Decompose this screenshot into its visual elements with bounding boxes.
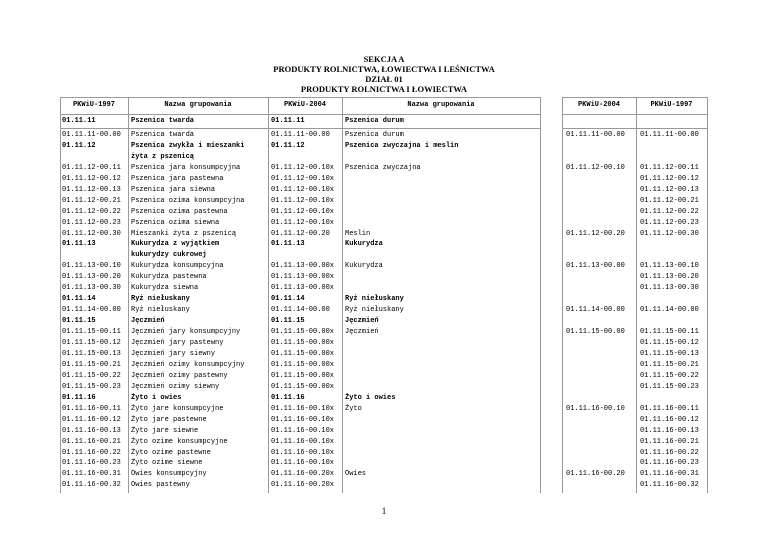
table-cell-c: 01.11.14 — [271, 295, 305, 304]
table-cell-c: 01.11.15-00.00x — [271, 349, 335, 358]
table-cell-d: Kukurydza — [345, 240, 383, 249]
table-cell-b: Kukurydza pastewna — [131, 273, 207, 282]
table-cell-a: 01.11.12-00.22 — [62, 207, 121, 216]
table-cell-a: 01.11.16-00.11 — [62, 404, 121, 413]
table-cell-b: Kukurydza konsumpcyjna — [131, 262, 224, 271]
section-title: SEKCJA A — [363, 54, 405, 64]
table-cell-c: 01.11.15-00.00x — [271, 360, 335, 369]
table-cell-c: 01.11.13-00.00x — [271, 262, 335, 271]
table-cell-a: 01.11.16-00.23 — [62, 459, 121, 468]
table-cell-b: Żyto jare konsumpcyjne — [131, 404, 224, 413]
table-cell-e: 01.11.16-00.20 — [566, 470, 625, 479]
table-cell-f: 01.11.12-00.13 — [640, 185, 699, 194]
table-cell-b: Ryż niełuskany — [131, 306, 190, 315]
table-cell-a: 01.11.11 — [62, 117, 96, 125]
table-cell-c: 01.11.16 — [271, 393, 305, 402]
table-cell-b: Jęczmień jary konsumpcyjny — [131, 328, 241, 337]
table-cell-c: 01.11.13-00.00x — [271, 284, 335, 293]
table-cell-a: 01.11.12-00.13 — [62, 185, 121, 194]
table-cell-e: 01.11.12-00.20 — [566, 229, 625, 238]
table-cell-e: 01.11.14-00.00 — [566, 306, 625, 315]
table-cell-a: 01.11.16-00.13 — [62, 426, 121, 435]
table-cell-b: Żyto ozime konsumpcyjne — [131, 437, 228, 446]
table-cell-a: 01.11.13-00.20 — [62, 273, 121, 282]
table-cell-b: Żyto i owies — [131, 393, 182, 402]
table-cell-f: 01.11.16-00.13 — [640, 426, 699, 435]
table-cell-a: 01.11.16-00.31 — [62, 470, 121, 479]
table-cell-b: Pszenica jara siewna — [131, 185, 216, 194]
table-cell-b: Jęczmień ozimy konsumpcyjny — [131, 360, 245, 369]
table-cell-a: 01.11.13-00.10 — [62, 262, 121, 271]
table-cell-c: 01.11.11 — [271, 117, 305, 125]
col-header-pkwiu1997: PKWiU-1997 — [72, 101, 115, 109]
table-cell-c: 01.11.11-00.00 — [271, 130, 330, 139]
table-cell-c: 01.11.12-00.10x — [271, 185, 335, 194]
table-cell-b: Pszenica ozima pastewna — [131, 207, 228, 216]
table-cell-c: 01.11.15-00.00x — [271, 382, 335, 391]
table-cell-a: 01.11.12 — [62, 141, 96, 150]
table-cell-c: 01.11.12-00.10x — [271, 207, 335, 216]
table-cell-f: 01.11.12-00.22 — [640, 207, 699, 216]
table-cell-f: 01.11.14-00.00 — [640, 306, 699, 315]
table-cell-d: Ryż niełuskany — [345, 306, 404, 315]
table-cell-c: 01.11.16-00.10x — [271, 404, 335, 413]
table-cell-b: Pszenica twarda — [131, 117, 195, 125]
table-cell-b: Jęczmień ozimy siewny — [131, 382, 220, 391]
table-cell-c: 01.11.12-00.20 — [271, 229, 330, 238]
page-number: 1 — [381, 506, 387, 516]
table-cell-a: 01.11.15-00.22 — [62, 371, 121, 380]
table-cell-f: 01.11.12-00.30 — [640, 229, 699, 238]
table-cell-c: 01.11.12-00.10x — [271, 218, 335, 227]
table-cell-c: 01.11.16-00.10x — [271, 437, 335, 446]
table-cell-f: 01.11.15-00.22 — [640, 371, 699, 380]
table-cell-c: 01.11.12-00.10x — [271, 174, 335, 183]
table-cell-f: 01.11.13-00.30 — [640, 284, 699, 293]
table-cell-a: 01.11.12-00.23 — [62, 218, 121, 227]
table-cell-f: 01.11.11-00.00 — [640, 130, 699, 139]
table-cell-f: 01.11.15-00.13 — [640, 349, 699, 358]
table-cell-b: Pszenica twarda — [131, 130, 195, 139]
table-cell-e: 01.11.13-00.00 — [566, 262, 625, 271]
division-title: DZIAŁ 01 — [365, 74, 403, 84]
col-header-name: Nazwa grupowania — [164, 101, 232, 109]
table-cell-f: 01.11.13-00.10 — [640, 262, 699, 271]
table-cell-a: 01.11.15-00.23 — [62, 382, 121, 391]
table-cell-a: 01.11.12-00.21 — [62, 196, 121, 205]
col-header-name-2004: Nazwa grupowania — [407, 101, 475, 109]
table-cell-a: 01.11.12-00.12 — [62, 174, 121, 183]
table-cell-c: 01.11.14-00.00 — [271, 306, 330, 315]
table-cell-a: 01.11.12-00.11 — [62, 163, 121, 172]
table-cell-e: 01.11.16-00.10 — [566, 404, 625, 413]
table-cell-b: Żyto ozime siewne — [131, 459, 203, 468]
table-cell-b: Żyto jare siewne — [131, 426, 199, 435]
table-cell-f: 01.11.15-00.11 — [640, 328, 699, 337]
table-cell-d: Ryż niełuskany — [345, 295, 404, 304]
table-cell-a: 01.11.13-00.30 — [62, 284, 121, 293]
table-cell-b: Żyto ozime pastewne — [131, 448, 211, 457]
table-cell-d: Żyto i owies — [345, 393, 396, 402]
col-header-right-pkwiu2004: PKWiU-2004 — [577, 101, 620, 109]
col-header-right-pkwiu1997: PKWiU-1997 — [650, 101, 693, 109]
table-cell-a: 01.11.15-00.21 — [62, 360, 121, 369]
table-cell-f: 01.11.12-00.23 — [640, 218, 699, 227]
table-cell-b: Pszenica zwykła i mieszanki — [131, 141, 245, 150]
table-cell-c: 01.11.13-00.00x — [271, 273, 335, 282]
table-cell-d: Meslin — [345, 229, 371, 238]
table-cell-b: Jęczmień jary siewny — [131, 349, 216, 358]
table-cell-c: 01.11.16-00.10x — [271, 426, 335, 435]
table-cell-f: 01.11.15-00.23 — [640, 382, 699, 391]
table-cell-a: 01.11.14 — [62, 295, 96, 304]
table-cell-b: Mieszanki żyta z pszenicą — [131, 229, 237, 238]
table-cell-e: 01.11.11-00.00 — [566, 130, 625, 139]
col-header-pkwiu2004: PKWiU-2004 — [283, 101, 326, 109]
table-cell-f: 01.11.13-00.20 — [640, 273, 699, 282]
table-cell-b: kukurydzy cukrowej — [131, 251, 207, 260]
table-cell-b: Kukurydza z wyjątkiem — [131, 240, 220, 249]
table-cell-b: Owies konsumpcyjny — [131, 470, 207, 479]
table-cell-d: Owies — [345, 470, 367, 479]
table-cell-d: Pszenica zwyczajna — [345, 163, 421, 172]
table-cell-b: Jęczmień jary pastewny — [131, 339, 224, 347]
table-cell-b: Jęczmień ozimy pastewny — [131, 371, 228, 380]
table-cell-b: Kukurydza siewna — [131, 284, 199, 293]
table-cell-a: 01.11.13 — [62, 240, 96, 249]
division-name: PRODUKTY ROLNICTWA I ŁOWIECTWA — [300, 84, 468, 94]
table-cell-e: 01.11.12-00.10 — [566, 163, 625, 172]
table-cell-f: 01.11.12-00.12 — [640, 174, 699, 183]
table-cell-b: Pszenica ozima siewna — [131, 218, 220, 227]
table-cell-b: Żyto jare pastewne — [131, 415, 207, 424]
table-cell-a: 01.11.16-00.21 — [62, 437, 121, 446]
table-cell-b: Jęczmień — [131, 317, 165, 326]
table-cell-d: Pszenica zwyczajna i meslin — [345, 141, 459, 150]
table-cell-a: 01.11.12-00.30 — [62, 229, 121, 238]
table-cell-d: Jęczmień — [345, 328, 379, 337]
table-cell-f: 01.11.12-00.21 — [640, 196, 699, 205]
table-cell-d: Pszenica durum — [345, 130, 404, 139]
table-cell-a: 01.11.16-00.12 — [62, 415, 121, 424]
table-cell-f: 01.11.16-00.32 — [640, 481, 699, 490]
table-cell-c: 01.11.13 — [271, 240, 305, 249]
table-cell-d: Pszenica durum — [345, 117, 404, 125]
table-cell-e: 01.11.15-00.00 — [566, 328, 625, 337]
table-cell-c: 01.11.15-00.00x — [271, 328, 335, 337]
table-cell-f: 01.11.16-00.12 — [640, 415, 699, 424]
table-cell-c: 01.11.16-00.10x — [271, 415, 335, 424]
table-cell-c: 01.11.15-00.00x — [271, 339, 335, 347]
table-cell-c: 01.11.15-00.00x — [271, 371, 335, 380]
table-cell-d: Jęczmień — [345, 317, 379, 326]
table-cell-a: 01.11.14-00.00 — [62, 306, 121, 315]
table-cell-f: 01.11.16-00.31 — [640, 470, 699, 479]
table-cell-a: 01.11.15-00.11 — [62, 328, 121, 337]
section-name: PRODUKTY ROLNICTWA, ŁOWIECTWA I LEŚNICTWA — [273, 64, 495, 74]
table-cell-c: 01.11.16-00.10x — [271, 448, 335, 457]
table-cell-c: 01.11.16-00.10x — [271, 459, 335, 468]
table-cell-a: 01.11.15-00.12 — [62, 339, 121, 347]
table-cell-f: 01.11.16-00.11 — [640, 404, 699, 413]
table-cell-b: Pszenica jara pastewna — [131, 174, 224, 183]
table-cell-d: Żyto — [345, 404, 362, 413]
table-cell-c: 01.11.15 — [271, 317, 305, 326]
table-cell-a: 01.11.16-00.32 — [62, 481, 121, 490]
table-cell-a: 01.11.16-00.22 — [62, 448, 121, 457]
table-cell-f: 01.11.16-00.23 — [640, 459, 699, 468]
table-cell-d: Kukurydza — [345, 262, 383, 271]
table-cell-b: Ryż niełuskany — [131, 295, 190, 304]
table-cell-a: 01.11.16 — [62, 393, 96, 402]
table-cell-b: Owies pastewny — [131, 481, 190, 490]
table-cell-a: 01.11.11-00.00 — [62, 130, 121, 139]
table-cell-c: 01.11.16-00.20x — [271, 470, 335, 479]
table-cell-f: 01.11.15-00.12 — [640, 339, 699, 347]
table-cell-f: 01.11.12-00.11 — [640, 163, 699, 172]
table-cell-c: 01.11.12 — [271, 141, 305, 150]
table-cell-c: 01.11.12-00.10x — [271, 163, 335, 172]
table-cell-b: Pszenica jara konsumpcyjna — [131, 163, 241, 172]
table-cell-c: 01.11.12-00.10x — [271, 196, 335, 205]
table-cell-a: 01.11.15 — [62, 317, 96, 326]
table-cell-f: 01.11.16-00.21 — [640, 437, 699, 446]
table-cell-c: 01.11.16-00.20x — [271, 481, 335, 490]
table-cell-b: żyta z pszenicą — [131, 152, 195, 161]
table-cell-f: 01.11.16-00.22 — [640, 448, 699, 457]
table-cell-b: Pszenica ozima konsumpcyjna — [131, 196, 245, 205]
table-cell-a: 01.11.15-00.13 — [62, 349, 121, 358]
table-cell-f: 01.11.15-00.21 — [640, 360, 699, 369]
